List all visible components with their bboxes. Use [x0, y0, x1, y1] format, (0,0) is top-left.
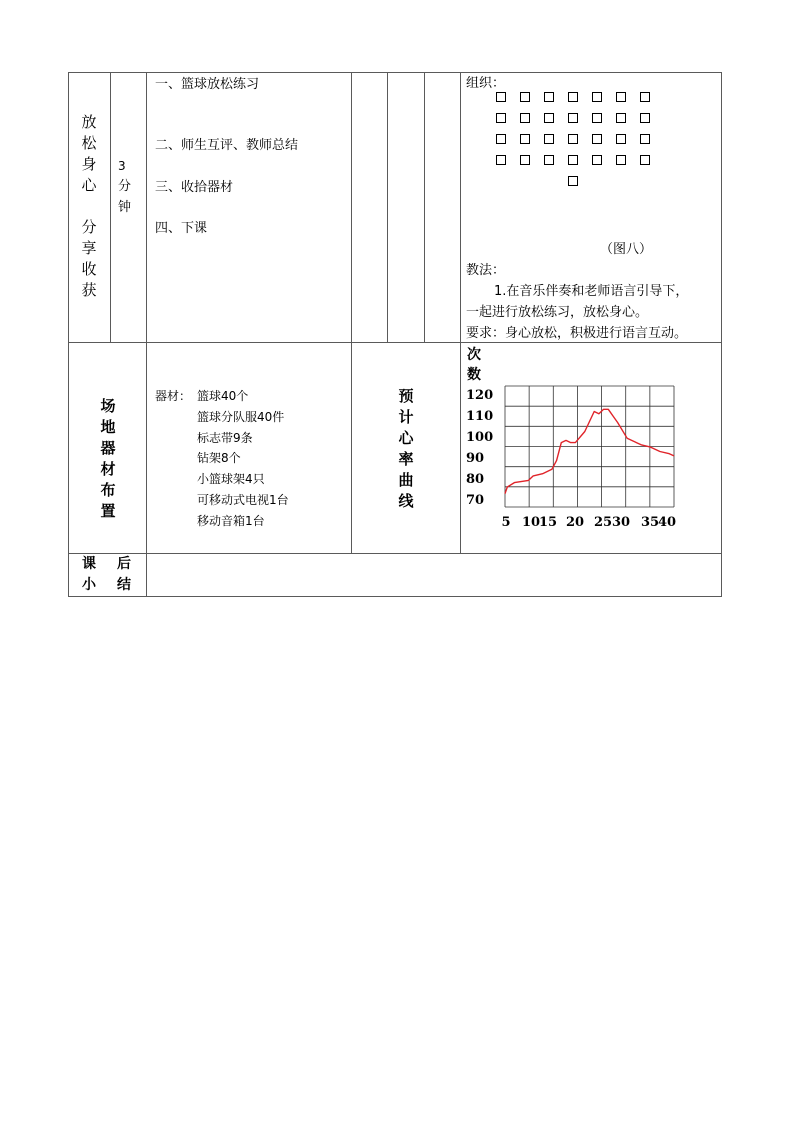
content-item-4: 四、下课: [155, 221, 208, 236]
chart-x-tick-label: 5: [501, 515, 511, 530]
equipment-item: 篮球40个: [197, 389, 249, 403]
chart-y-tick-label: 110: [466, 409, 494, 424]
student-marker: [496, 155, 506, 165]
student-marker: [568, 134, 578, 144]
summary-label-top-2: 后: [117, 556, 131, 572]
student-marker: [592, 134, 602, 144]
student-marker: [544, 134, 554, 144]
heart-rate-curve-label: 预 计 心 率 曲 线: [398, 387, 414, 510]
chart-ylabel-1: 次: [467, 347, 481, 363]
col-divider-content: [351, 72, 352, 553]
equipment-label: 器材：: [155, 389, 192, 403]
equipment-item: 篮球分队服40件: [197, 410, 285, 424]
table-border-top: [68, 72, 722, 73]
student-marker: [592, 155, 602, 165]
summary-label-top-1: 课: [82, 556, 96, 572]
chart-x-tick-label: 30: [611, 515, 631, 530]
row-divider-2: [68, 553, 722, 554]
student-marker: [616, 113, 626, 123]
chart-x-tick-label: 35: [640, 515, 660, 530]
student-marker: [592, 92, 602, 102]
content-item-1: 一、篮球放松练习: [155, 77, 260, 92]
col-divider-b: [424, 72, 425, 342]
col-divider-org: [460, 72, 461, 553]
student-marker: [496, 113, 506, 123]
heart-rate-line: [505, 409, 674, 493]
content-item-2: 二、师生互评、教师总结: [155, 138, 299, 153]
student-marker: [568, 155, 578, 165]
chart-x-tick-label: 25: [593, 515, 613, 530]
table-border-bottom: [68, 596, 722, 597]
equipment-item: 小篮球架4只: [197, 472, 265, 486]
chart-x-tick-label: 20: [565, 515, 585, 530]
student-marker: [640, 92, 650, 102]
chart-y-tick-label: 70: [466, 493, 485, 508]
method-line-2: 一起进行放松练习，放松身心。: [466, 305, 649, 320]
chart-ylabel-2: 数: [467, 367, 481, 383]
method-label: 教法：: [466, 263, 506, 278]
student-marker: [544, 92, 554, 102]
student-marker: [568, 92, 578, 102]
student-marker: [544, 155, 554, 165]
organization-label: 组织：: [466, 76, 506, 91]
student-marker: [616, 134, 626, 144]
time-number: 3: [118, 159, 126, 173]
requirement-text: 要求：身心放松，积极进行语言互动。: [466, 326, 688, 341]
student-marker: [520, 134, 530, 144]
figure-caption: （图八）: [600, 242, 653, 257]
chart-x-tick-label: 40: [657, 515, 677, 530]
student-marker: [520, 155, 530, 165]
row-divider-1: [68, 342, 722, 343]
student-marker: [520, 92, 530, 102]
student-marker: [544, 113, 554, 123]
chart-y-tick-label: 120: [466, 388, 494, 403]
col-divider-phase: [110, 72, 111, 342]
time-unit-1: 分: [118, 179, 132, 194]
student-marker: [496, 92, 506, 102]
chart-y-tick-label: 80: [466, 472, 485, 487]
equipment-item: 移动音箱1台: [197, 514, 265, 528]
time-unit-2: 钟: [118, 200, 132, 215]
chart-y-tick-label: 100: [466, 430, 494, 445]
chart-y-tick-label: 90: [466, 451, 485, 466]
phase-label: 放 松 身 心 分 享 收 获: [81, 113, 97, 299]
student-marker: [616, 155, 626, 165]
student-marker: [640, 134, 650, 144]
venue-equipment-label: 场 地 器 材 布 置: [100, 397, 116, 520]
student-marker: [568, 113, 578, 123]
table-border-left: [68, 72, 69, 597]
method-line-1: 1.在音乐伴奏和老师语言引导下，: [494, 284, 689, 299]
student-marker: [640, 113, 650, 123]
chart-x-tick-label: 10: [521, 515, 541, 530]
summary-label-bottom-2: 结: [117, 577, 131, 593]
heart-rate-chart: [462, 380, 722, 550]
student-marker: [496, 134, 506, 144]
teacher-marker: [568, 176, 578, 186]
chart-x-tick-label: 15: [538, 515, 558, 530]
equipment-item: 标志带9条: [197, 431, 253, 445]
col-divider-time: [146, 72, 147, 597]
student-marker: [592, 113, 602, 123]
student-marker: [520, 113, 530, 123]
col-divider-a: [387, 72, 388, 342]
summary-label-bottom-1: 小: [82, 577, 96, 593]
student-marker: [616, 92, 626, 102]
equipment-item: 钻架8个: [197, 451, 241, 465]
equipment-item: 可移动式电视1台: [197, 493, 289, 507]
student-marker: [640, 155, 650, 165]
content-item-3: 三、收拾器材: [155, 180, 234, 195]
